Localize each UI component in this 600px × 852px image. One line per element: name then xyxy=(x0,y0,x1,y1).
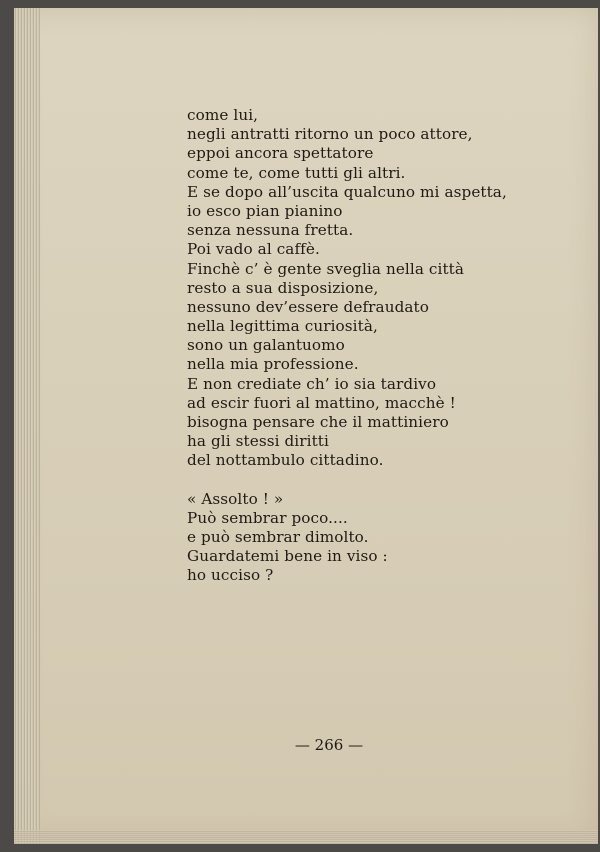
stanza-2 xyxy=(187,490,587,586)
poem-line: ho ucciso ? xyxy=(187,566,274,585)
poem-line: bisogna pensare che il mattiniero xyxy=(187,413,449,431)
poem-line: ha gli stessi diritti xyxy=(187,432,329,451)
poem-line: come te, come tutti gli altri. xyxy=(187,163,406,182)
poem-line: nella legittima curiosità, xyxy=(187,317,378,336)
stanza-1 xyxy=(187,106,587,471)
poem-line: nella mia professione. xyxy=(187,355,359,374)
poem-line: ad escir fuori al mattino, macchè ! xyxy=(187,393,456,412)
poem-line: E se dopo all’uscita qualcuno mi aspetta, xyxy=(187,182,507,201)
poem-line: sono un galantuomo xyxy=(187,336,345,355)
poem-line: Guardatemi bene in viso : xyxy=(187,547,388,566)
poem-line: Finchè c’ è gente sveglia nella città xyxy=(187,259,465,278)
poem-line: Può sembrar poco.... xyxy=(187,508,348,527)
poem-line: E non crediate ch’ io sia tardivo xyxy=(187,374,437,393)
page-number: — 266 — xyxy=(294,736,364,754)
poem-line: nessuno dev’essere defraudato xyxy=(187,297,429,316)
poem-line: resto a sua disposizione, xyxy=(187,278,379,297)
poem-line: negli antratti ritorno un poco attore, xyxy=(187,125,473,144)
page-edges xyxy=(14,8,40,844)
poem-line: « Assolto ! » xyxy=(187,489,284,508)
poem-line: eppoi ancora spettatore xyxy=(187,144,374,163)
page-edges-bottom xyxy=(14,830,598,844)
poem-line: senza nessuna fretta. xyxy=(187,221,354,240)
poem-line: del nottambulo cittadino. xyxy=(187,451,384,470)
poem-line: io esco pian pianino xyxy=(187,201,343,220)
poem-text xyxy=(187,106,587,586)
poem-line: e può sembrar dimolto. xyxy=(187,527,369,546)
book-page xyxy=(14,8,598,844)
poem-line: Poi vado al caffè. xyxy=(187,240,320,259)
poem-line: come lui, xyxy=(187,106,259,124)
